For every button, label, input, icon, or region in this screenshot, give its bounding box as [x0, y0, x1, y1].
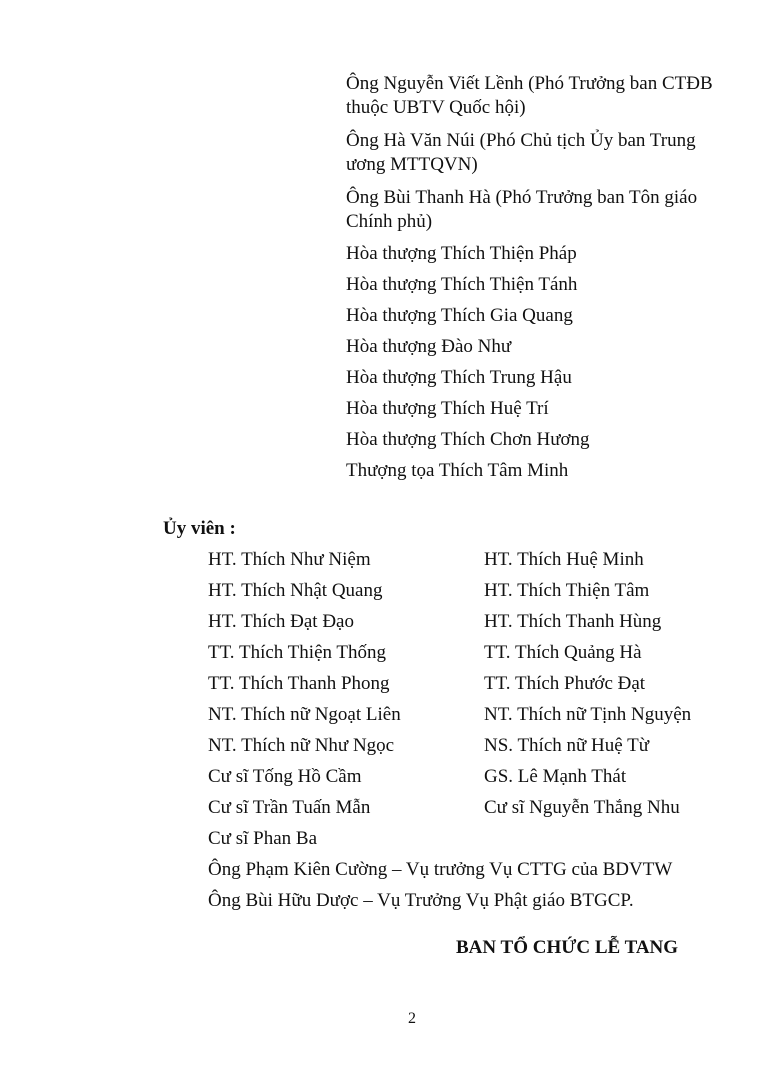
- page-number: 2: [408, 1010, 416, 1027]
- extra-member-line: Ông Bùi Hữu Dược – Vụ Trưởng Vụ Phật giáo BTGCP.: [208, 890, 634, 911]
- member-item: Cư sĩ Phan Ba: [208, 828, 317, 849]
- member-item: Cư sĩ Tống Hồ Cầm: [208, 766, 362, 787]
- list-item: Hòa thượng Thích Thiện Tánh: [346, 274, 578, 295]
- member-item: Cư sĩ Trần Tuấn Mẫn: [208, 797, 371, 818]
- list-item: Ông Hà Văn Núi (Phó Chủ tịch Ủy ban Trung ương MTTQVN): [346, 130, 696, 175]
- member-item: NT. Thích nữ Như Ngọc: [208, 735, 395, 756]
- member-item: TT. Thích Quảng Hà: [484, 642, 642, 663]
- member-item: HT. Thích Đạt Đạo: [208, 611, 354, 632]
- member-item: GS. Lê Mạnh Thát: [484, 766, 627, 787]
- list-item: Hòa thượng Thích Trung Hậu: [346, 367, 572, 388]
- member-item: TT. Thích Thiện Thống: [208, 642, 387, 663]
- signature: BAN TỔ CHỨC LỄ TANG: [456, 937, 679, 958]
- members-right-column: [484, 548, 754, 827]
- list-item: Hòa thượng Thích Huệ Trí: [346, 398, 549, 419]
- member-item: HT. Thích Huệ Minh: [484, 549, 644, 570]
- member-item: Cư sĩ Nguyễn Thắng Nhu: [484, 797, 680, 818]
- member-item: HT. Thích Nhật Quang: [208, 580, 383, 601]
- list-item: Hòa thượng Thích Thiện Pháp: [346, 243, 577, 264]
- list-item: Ông Nguyễn Viết Lềnh (Phó Trưởng ban CTĐB thuộc UBTV Quốc hội): [346, 73, 713, 118]
- member-item: NS. Thích nữ Huệ Từ: [484, 735, 650, 756]
- list-item: Thượng tọa Thích Tâm Minh: [346, 460, 569, 481]
- member-item: HT. Thích Thiện Tâm: [484, 580, 650, 601]
- member-item: NT. Thích nữ Ngoạt Liên: [208, 704, 401, 725]
- member-item: NT. Thích nữ Tịnh Nguyện: [484, 704, 692, 725]
- member-item: TT. Thích Phước Đạt: [484, 673, 646, 694]
- member-item: HT. Thích Thanh Hùng: [484, 611, 662, 632]
- top-member-list: [346, 72, 736, 491]
- members-left-column: [208, 548, 478, 858]
- list-item: Hòa thượng Đào Như: [346, 336, 512, 357]
- members-heading: Ủy viên :: [163, 518, 236, 539]
- list-item: Hòa thượng Thích Gia Quang: [346, 305, 573, 326]
- list-item: Ông Bùi Thanh Hà (Phó Trưởng ban Tôn giáo Chính phủ): [346, 187, 698, 232]
- member-item: TT. Thích Thanh Phong: [208, 673, 390, 694]
- extra-member-line: Ông Phạm Kiên Cường – Vụ trưởng Vụ CTTG của BDVTW: [208, 859, 673, 880]
- member-item: HT. Thích Như Niệm: [208, 549, 371, 570]
- list-item: Hòa thượng Thích Chơn Hương: [346, 429, 590, 450]
